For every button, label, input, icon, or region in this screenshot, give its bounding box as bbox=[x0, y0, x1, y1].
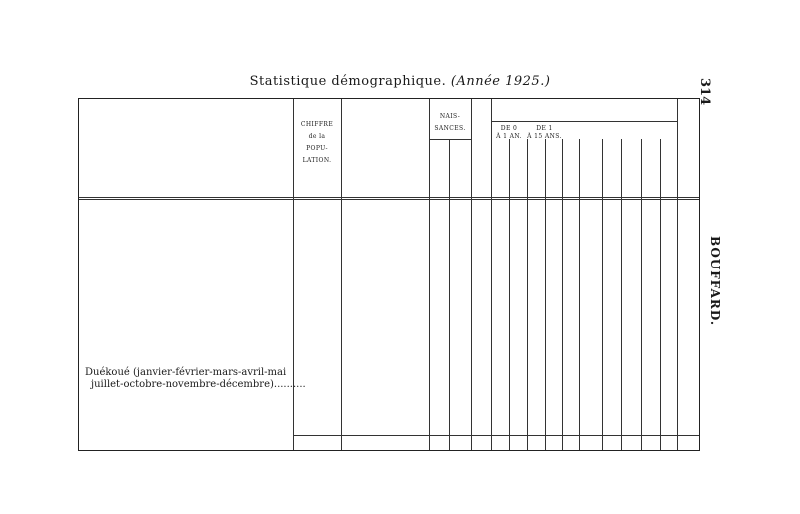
column-rule bbox=[429, 99, 430, 450]
header-age-0-1: À 1 AN. bbox=[496, 133, 522, 140]
header-chiffre: de la bbox=[308, 133, 326, 140]
row-localite: juillet-octobre-novembre-décembre).......... bbox=[91, 378, 306, 390]
column-rule bbox=[509, 139, 510, 450]
column-rule bbox=[562, 139, 563, 450]
header-rule bbox=[79, 197, 699, 198]
column-rule bbox=[579, 139, 580, 450]
column-rule bbox=[449, 139, 450, 450]
header-chiffre: CHIFFRE bbox=[300, 121, 334, 128]
header-chiffre: LATION. bbox=[302, 157, 332, 164]
row-localite: Duékoué (janvier-février-mars-avril-mai bbox=[85, 366, 287, 378]
column-rule bbox=[341, 99, 342, 450]
title-main: Statistique démographique. bbox=[249, 74, 447, 89]
side-author-label: BOUFFARD. bbox=[708, 236, 722, 327]
totals-rule bbox=[293, 435, 699, 436]
header-age-1-15: À 15 ANS. bbox=[527, 133, 562, 140]
header-naissances: SANCES. bbox=[434, 125, 466, 132]
header-rule bbox=[429, 139, 471, 140]
header-chiffre: POPU- bbox=[306, 145, 328, 152]
column-rule bbox=[677, 99, 678, 450]
page-number: 314 bbox=[697, 78, 712, 106]
column-rule bbox=[602, 139, 603, 450]
column-rule bbox=[545, 139, 546, 450]
page-title bbox=[0, 74, 800, 89]
statistics-table bbox=[78, 98, 700, 451]
header-naissances: NAIS- bbox=[439, 113, 461, 120]
header-age-0-1: DE 0 bbox=[500, 125, 518, 132]
column-rule bbox=[641, 139, 642, 450]
title-year: (Année 1925.) bbox=[450, 74, 551, 89]
column-rule bbox=[471, 99, 472, 450]
header-rule bbox=[79, 199, 699, 200]
column-rule bbox=[527, 139, 528, 450]
column-rule bbox=[621, 139, 622, 450]
column-rule bbox=[660, 139, 661, 450]
header-age-1-15: DE 1 bbox=[536, 125, 553, 132]
header-rule bbox=[491, 121, 677, 122]
column-rule bbox=[491, 99, 492, 450]
